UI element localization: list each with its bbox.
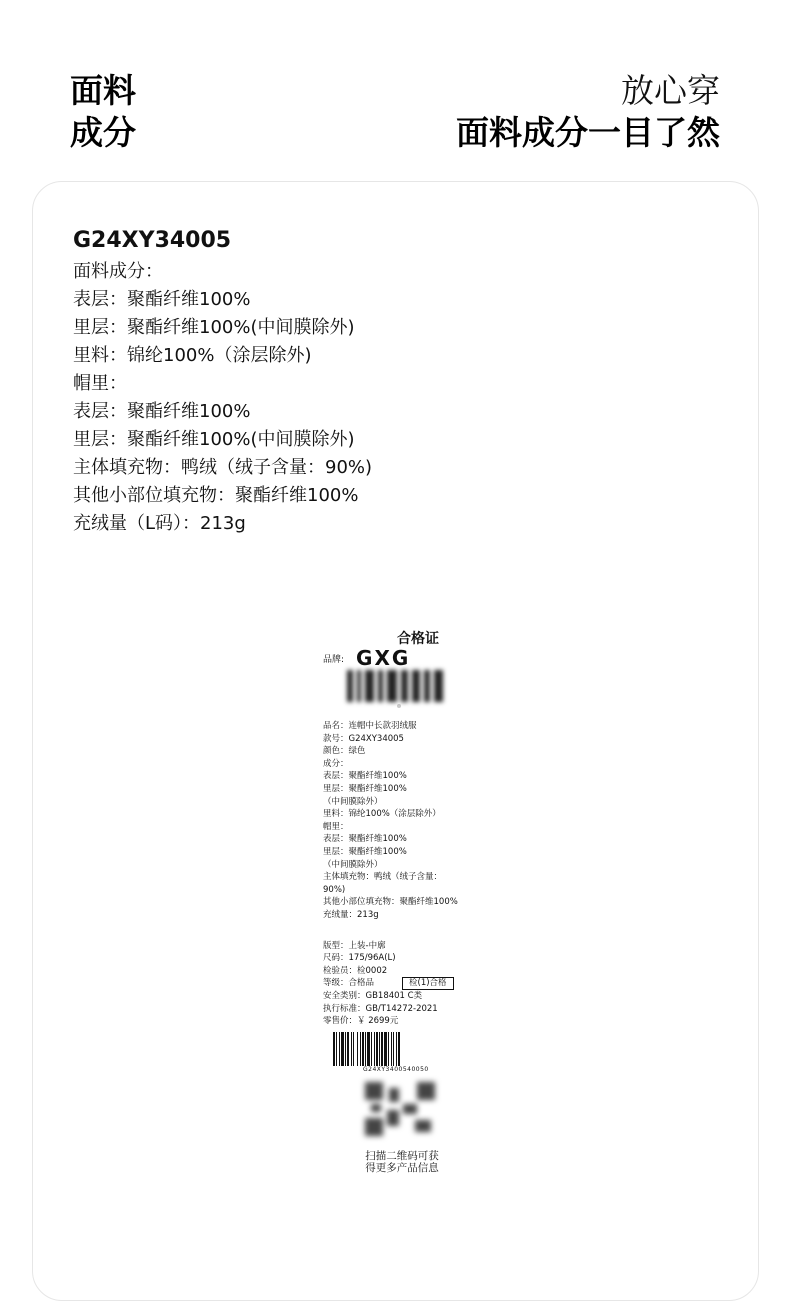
- composition-info: [73, 224, 372, 538]
- certificate-tag: [323, 630, 503, 1174]
- composition-line: 主体填充物：鸭绒（绒子含量：90%): [73, 457, 373, 478]
- tag-grade-row: [323, 977, 503, 990]
- tag-line: 版型：上装-中廓: [323, 940, 386, 951]
- tag-line: 帽里：: [323, 821, 349, 832]
- header-right-title: [456, 70, 720, 154]
- page-header: [0, 0, 790, 175]
- tag-line: 安全类别：GB18401 C类: [323, 991, 423, 1002]
- tag-dot: [397, 704, 401, 708]
- qr-caption-line1: 扫描二维码可获: [365, 1150, 439, 1163]
- tag-line: 款号：G24XY34005: [323, 733, 404, 744]
- tag-line: 颜色：绿色: [323, 746, 366, 757]
- header-subtitle: 放心穿: [621, 71, 720, 110]
- header-left-line2: 成分: [70, 113, 136, 152]
- tag-line: 里层：聚酯纤维100%: [323, 783, 407, 794]
- tag-line: 执行标准：GB/T14272-2021: [323, 1003, 438, 1014]
- composition-line: 表层：聚酯纤维100%: [73, 401, 251, 422]
- barcode-image: [333, 1032, 467, 1066]
- tag-line: （中间膜除外）: [323, 796, 383, 807]
- qr-code-image: [365, 1082, 435, 1136]
- tag-line: 充绒量：213g: [323, 909, 379, 920]
- tag-line: 其他小部位填充物：聚酯纤维100%: [323, 897, 458, 908]
- blurred-barcode-image: [347, 670, 447, 702]
- tag-line: 尺码：175/96A(L): [323, 953, 396, 964]
- tag-details: [323, 720, 503, 1028]
- tag-title: 合格证: [397, 631, 439, 647]
- composition-line: 其他小部位填充物：聚酯纤维100%: [73, 485, 359, 506]
- tag-line: 主体填充物：鸭绒（绒子含量：: [323, 872, 443, 883]
- tag-line: 里料：锦纶100%（涂层除外）: [323, 809, 441, 820]
- composition-line: 里层：聚酯纤维100%(中间膜除外): [73, 429, 355, 450]
- tag-brand-label: 品牌:: [323, 654, 345, 665]
- composition-line: 面料成分：: [73, 261, 163, 282]
- tag-brand-row: [323, 648, 503, 668]
- qr-caption-line2: 得更多产品信息: [365, 1162, 439, 1175]
- header-left-line1: 面料: [70, 71, 136, 110]
- composition-line: 帽里：: [73, 373, 127, 394]
- tag-line: 表层：聚酯纤维100%: [323, 771, 407, 782]
- composition-card: [32, 181, 759, 1301]
- composition-line: 充绒量（L码）：213g: [73, 513, 246, 534]
- brand-logo: GXG: [356, 646, 411, 670]
- composition-line: 里料：锦纶100%（涂层除外): [73, 345, 312, 366]
- tag-line: 成分：: [323, 758, 349, 769]
- barcode-number: G24XY3400540050: [363, 1066, 429, 1074]
- product-code: G24XY34005: [73, 228, 232, 253]
- header-left-title: [70, 70, 136, 154]
- composition-line: 里层：聚酯纤维100%(中间膜除外): [73, 317, 355, 338]
- tag-line: 里层：聚酯纤维100%: [323, 846, 407, 857]
- tag-grade-label: 等级：合格品: [323, 978, 375, 989]
- tag-line: 品名：连帽中长款羽绒服: [323, 721, 417, 731]
- tag-line: 90%): [323, 884, 346, 895]
- tag-line: 检验员：检0002: [323, 965, 388, 976]
- tag-line: 表层：聚酯纤维100%: [323, 834, 407, 845]
- tag-line: （中间膜除外）: [323, 859, 383, 870]
- tag-grade-box: 检(1)合格: [402, 977, 454, 990]
- tag-line: 零售价：￥ 2699元: [323, 1016, 399, 1027]
- header-main-title: 面料成分一目了然: [456, 113, 720, 152]
- qr-caption: [323, 1150, 503, 1174]
- composition-line: 表层：聚酯纤维100%: [73, 289, 251, 310]
